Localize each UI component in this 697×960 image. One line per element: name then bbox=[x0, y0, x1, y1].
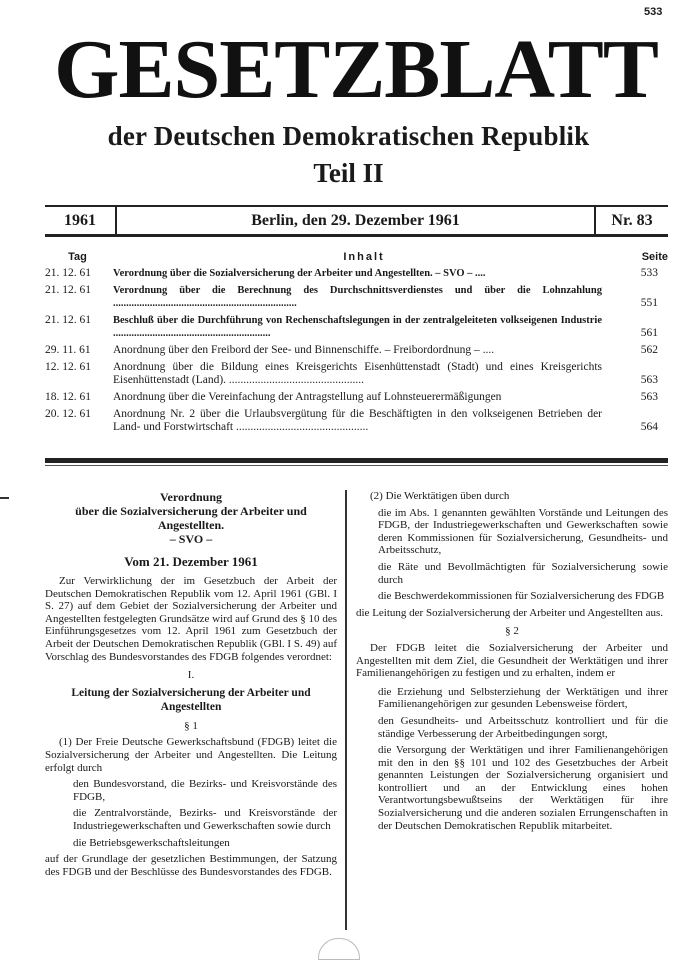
list-item: die Erziehung und Selbsterziehung der Werktätigen und ihrer Familienangehörigen zur gesunden Lebensweise fördert, bbox=[378, 685, 668, 711]
section-2: § 2 bbox=[505, 625, 519, 638]
toc-page: 563 bbox=[640, 374, 658, 386]
chapter-title: Leitung der Sozialversicherung der Arbeiter und Angestellten bbox=[71, 686, 311, 713]
toc-row bbox=[45, 391, 668, 404]
toc-title: Anordnung Nr. 2 über die Urlaubsvergütung für die Beschäftigten in den volkseigenen Betrieben der Land- und Forstwirtschaft .............................................. bbox=[113, 408, 602, 433]
list-item: die im Abs. 1 genannten gewählten Vorstände und Leitungen des FDGB, der Industriegewerkschaften und Gewerkschaften sowie deren Kommissionen für Sozialversicherung, Gesundheits- und Arbeitsschutz, bbox=[378, 506, 668, 557]
issue-bar bbox=[45, 205, 668, 237]
preamble: Zur Verwirklichung der im Gesetzbuch der Arbeit der Deutschen Demokratischen Republik vom 12. April 1961 (GBl. I S. 27) auf dem Gebiet der Sozialversicherung der Arbeiter und Angestellten festgelegten Grundsätze wird auf Grund des § 10 des Einführungsgesetzes vom 12. April 1961 zum Gesetzbuch der Arbeit der Deutschen Demokratischen Republik (GBl. I S. 49) auf Vorschlag des Bundesvorstandes des FDGB folgendes verordnet: bbox=[45, 575, 337, 663]
toc-row bbox=[45, 408, 668, 434]
library-stamp bbox=[318, 938, 360, 960]
toc-title: Anordnung über die Vereinfachung der Antragstellung auf Lohnsteuerermäßigungen bbox=[113, 391, 502, 403]
table-of-contents bbox=[45, 251, 668, 434]
right-column bbox=[356, 490, 668, 836]
toc-page: 562 bbox=[640, 344, 658, 356]
chapter-number: I. bbox=[187, 669, 195, 682]
section-2-para: Der FDGB leitet die Sozialversicherung der Arbeiter und Angestellten mit dem Ziel, die Gesundheit der Werktätigen und ihrer Familienangehörigen zu festigen und zu erhalten, indem er bbox=[356, 641, 668, 680]
issue-year: 1961 bbox=[45, 207, 117, 234]
section-1-para-2-closing: die Leitung der Sozialversicherung der Arbeiter und Angestellten aus. bbox=[356, 606, 663, 619]
toc-date: 20. 12. 61 bbox=[45, 408, 91, 420]
toc-date: 21. 12. 61 bbox=[45, 314, 91, 326]
toc-date: 18. 12. 61 bbox=[45, 391, 91, 403]
toc-row bbox=[45, 267, 668, 280]
issue-number: Nr. 83 bbox=[594, 207, 668, 234]
toc-date: 12. 12. 61 bbox=[45, 361, 91, 373]
list-item: die Beschwerdekommissionen für Sozialversicherung des FDGB bbox=[378, 590, 665, 603]
section-rule bbox=[45, 458, 668, 463]
section-1-closing: auf der Grundlage der gesetzlichen Bestimmungen, der Satzung des FDGB und der Beschlüsse des Bundesvorstandes des FDGB. bbox=[45, 853, 337, 878]
toc-rows bbox=[45, 267, 668, 434]
list-item: den Bundesvorstand, die Bezirks- und Kreisvorstände des FDGB, bbox=[73, 778, 337, 803]
decree-abbreviation: – SVO – bbox=[169, 532, 213, 546]
margin-mark bbox=[0, 497, 9, 499]
toc-title: Anordnung über den Freibord der See- und Binnenschiffe. – Freibordordnung – .... bbox=[113, 344, 495, 356]
toc-date: 29. 11. 61 bbox=[45, 344, 91, 356]
masthead-subtitle: der Deutschen Demokratischen Republik bbox=[107, 121, 590, 151]
toc-title: Verordnung über die Sozialversicherung der Arbeiter und Angestellten. – SVO – .... bbox=[113, 268, 486, 279]
toc-row bbox=[45, 344, 668, 357]
toc-title: Beschluß über die Durchführung von Rechenschaftslegungen in der zentralgeleiteten volkseigenen Industrie ............................................................ bbox=[113, 315, 602, 339]
toc-header bbox=[45, 251, 668, 263]
section-1-para-2: (2) Die Werktätigen üben durch bbox=[370, 490, 510, 502]
masthead-title: GESETZBLATT bbox=[54, 23, 658, 116]
toc-title: Anordnung über die Bildung eines Kreisgerichts Eisenhüttenstadt (Stadt) und eines Kreisgerichts Eisenhüttenstadt (Land). ............................................... bbox=[113, 361, 602, 386]
column-divider bbox=[345, 490, 347, 930]
toc-col-content: Inhalt bbox=[343, 251, 385, 263]
list-item: die Versorgung der Werktätigen und ihrer Familienangehörigen mit den in den §§ 101 und 102 des Gesetzbuches der Arbeit genannten Leistungen der Sozialversicherung organisiert und kontrolliert und an der Entwicklung eines hohen Verantwortungsbewußtseins der Werktätigen für ihre Sozialversicherung und die anderen sozialen Errungenschaften in der Deutschen Demokratischen Republik mitarbeitet. bbox=[378, 744, 668, 832]
section-1: § 1 bbox=[184, 719, 198, 732]
toc-col-date: Tag bbox=[68, 251, 87, 263]
section-1-para-1: (1) Der Freie Deutsche Gewerkschaftsbund (FDGB) leitet die Sozialversicherung der Arbeiter und Angestellten. Die Leitung erfolgt durch bbox=[45, 736, 337, 774]
decree-date: Vom 21. Dezember 1961 bbox=[124, 554, 258, 569]
toc-row bbox=[45, 361, 668, 387]
toc-col-page: Seite bbox=[641, 251, 668, 263]
list-item: die Betriebsgewerkschaftsleitungen bbox=[73, 836, 230, 849]
left-column bbox=[45, 490, 337, 882]
toc-date: 21. 12. 61 bbox=[45, 284, 91, 296]
list-item: die Räte und Bevollmächtigten für Sozialversicherung sowie durch bbox=[378, 560, 668, 586]
toc-row bbox=[45, 314, 668, 340]
decree-heading-subject: über die Sozialversicherung der Arbeiter und Angestellten. bbox=[75, 504, 307, 532]
list-item: den Gesundheits- und Arbeitsschutz kontrolliert und für die ständige Verbesserung der Arbeitbedingungen sorgt, bbox=[378, 714, 668, 740]
toc-row bbox=[45, 284, 668, 310]
section-rule-thin bbox=[45, 465, 668, 466]
issue-date: Berlin, den 29. Dezember 1961 bbox=[251, 211, 460, 229]
decree-heading: Verordnung bbox=[159, 490, 223, 504]
toc-page: 551 bbox=[640, 297, 658, 309]
toc-page: 533 bbox=[640, 267, 658, 279]
list-item: die Zentralvorstände, Bezirks- und Kreisvorstände der Industriegewerkschaften und Gewerkschaften sowie durch bbox=[73, 807, 337, 832]
toc-page: 561 bbox=[640, 327, 658, 339]
toc-page: 563 bbox=[640, 391, 658, 403]
masthead-part: Teil II bbox=[313, 158, 384, 188]
toc-page: 564 bbox=[640, 421, 658, 433]
toc-date: 21. 12. 61 bbox=[45, 267, 91, 279]
page-number: 533 bbox=[644, 6, 663, 18]
toc-title: Verordnung über die Berechnung des Durchschnittsverdienstes und über die Lohnzahlung ...................................................................... bbox=[113, 285, 602, 309]
